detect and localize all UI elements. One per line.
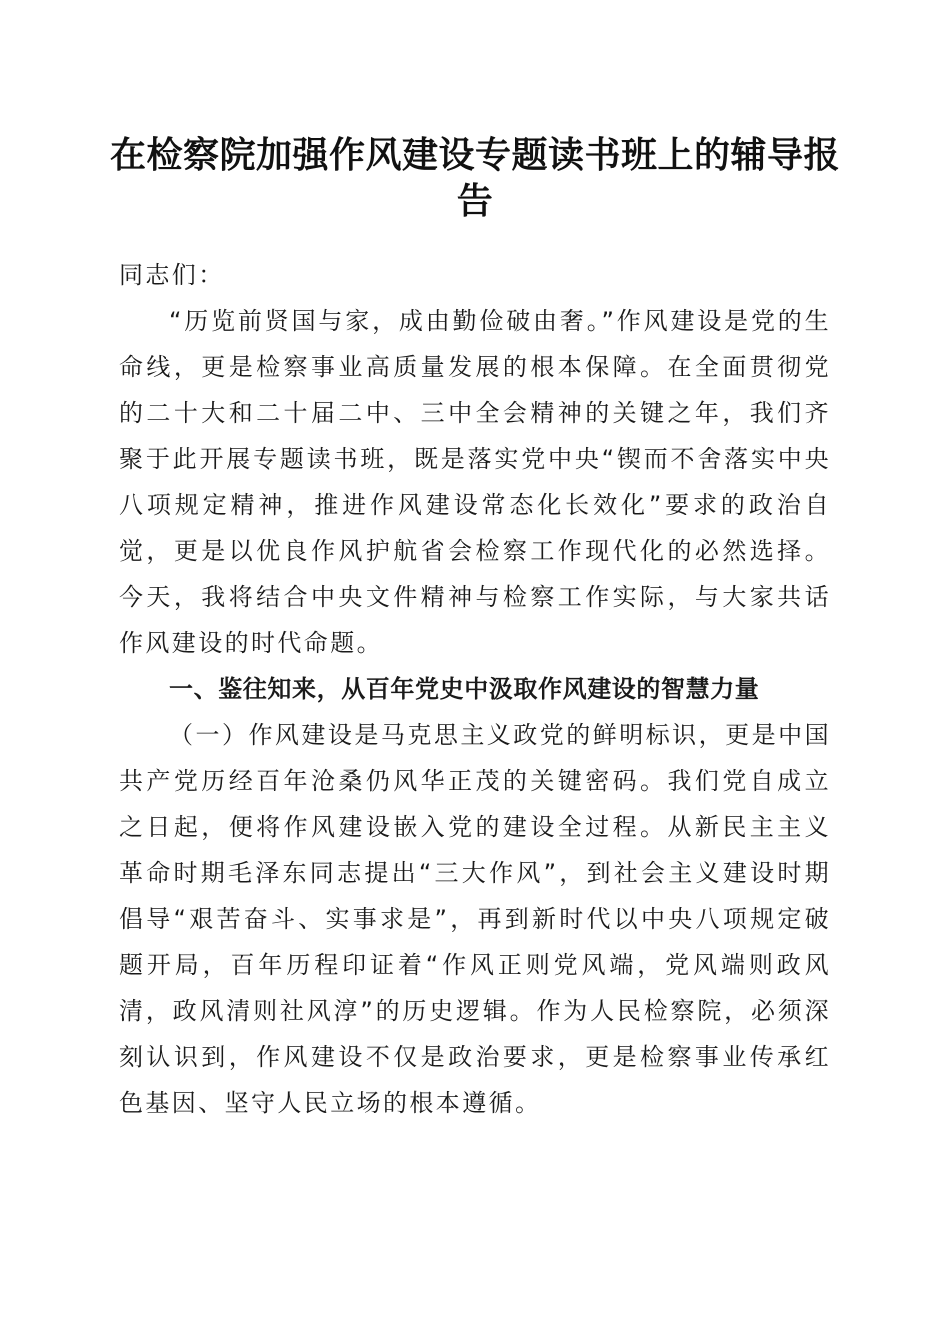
section-1-heading: 一、鉴往知来，从百年党史中汲取作风建设的智慧力量 <box>169 675 760 703</box>
intro-paragraph: “历览前贤国与家，成由勤俭破由奢。”作风建设是党的生命线，更是检察事业高质量发展的根本保障。在全面贯彻党的二十大和二十届二中、三中全会精神的关键之年，我们齐聚于此开展专题读书班，既是落实党中央“锲而不舍落实中央八项规定精神，推进作风建设常态化长效化”要求的政治自觉，更是以优良作风护航省会检察工作现代化的必然选择。今天，我将结合中央文件精神与检察工作实际，与大家共话作风建设的时代命题。 <box>119 307 831 657</box>
document-body <box>119 252 831 1126</box>
section-1-paragraph-1: （一）作风建设是马克思主义政党的鲜明标识，更是中国共产党历经百年沧桑仍风华正茂的关键密码。我们党自成立之日起，便将作风建设嵌入党的建设全过程。从新民主主义革命时期毛泽东同志提出“三大作风”，到社会主义建设时期倡导“艰苦奋斗、实事求是”，再到新时代以中央八项规定破题开局，百年历程印证着“作风正则党风端，党风端则政风清，政风清则社风淳”的历史逻辑。作为人民检察院，必须深刻认识到，作风建设不仅是政治要求，更是检察事业传承红色基因、坚守人民立场的根本遵循。 <box>119 721 831 1117</box>
document-title: 在检察院加强作风建设专题读书班上的辅导报告 <box>110 134 841 222</box>
salutation: 同志们： <box>119 261 225 289</box>
